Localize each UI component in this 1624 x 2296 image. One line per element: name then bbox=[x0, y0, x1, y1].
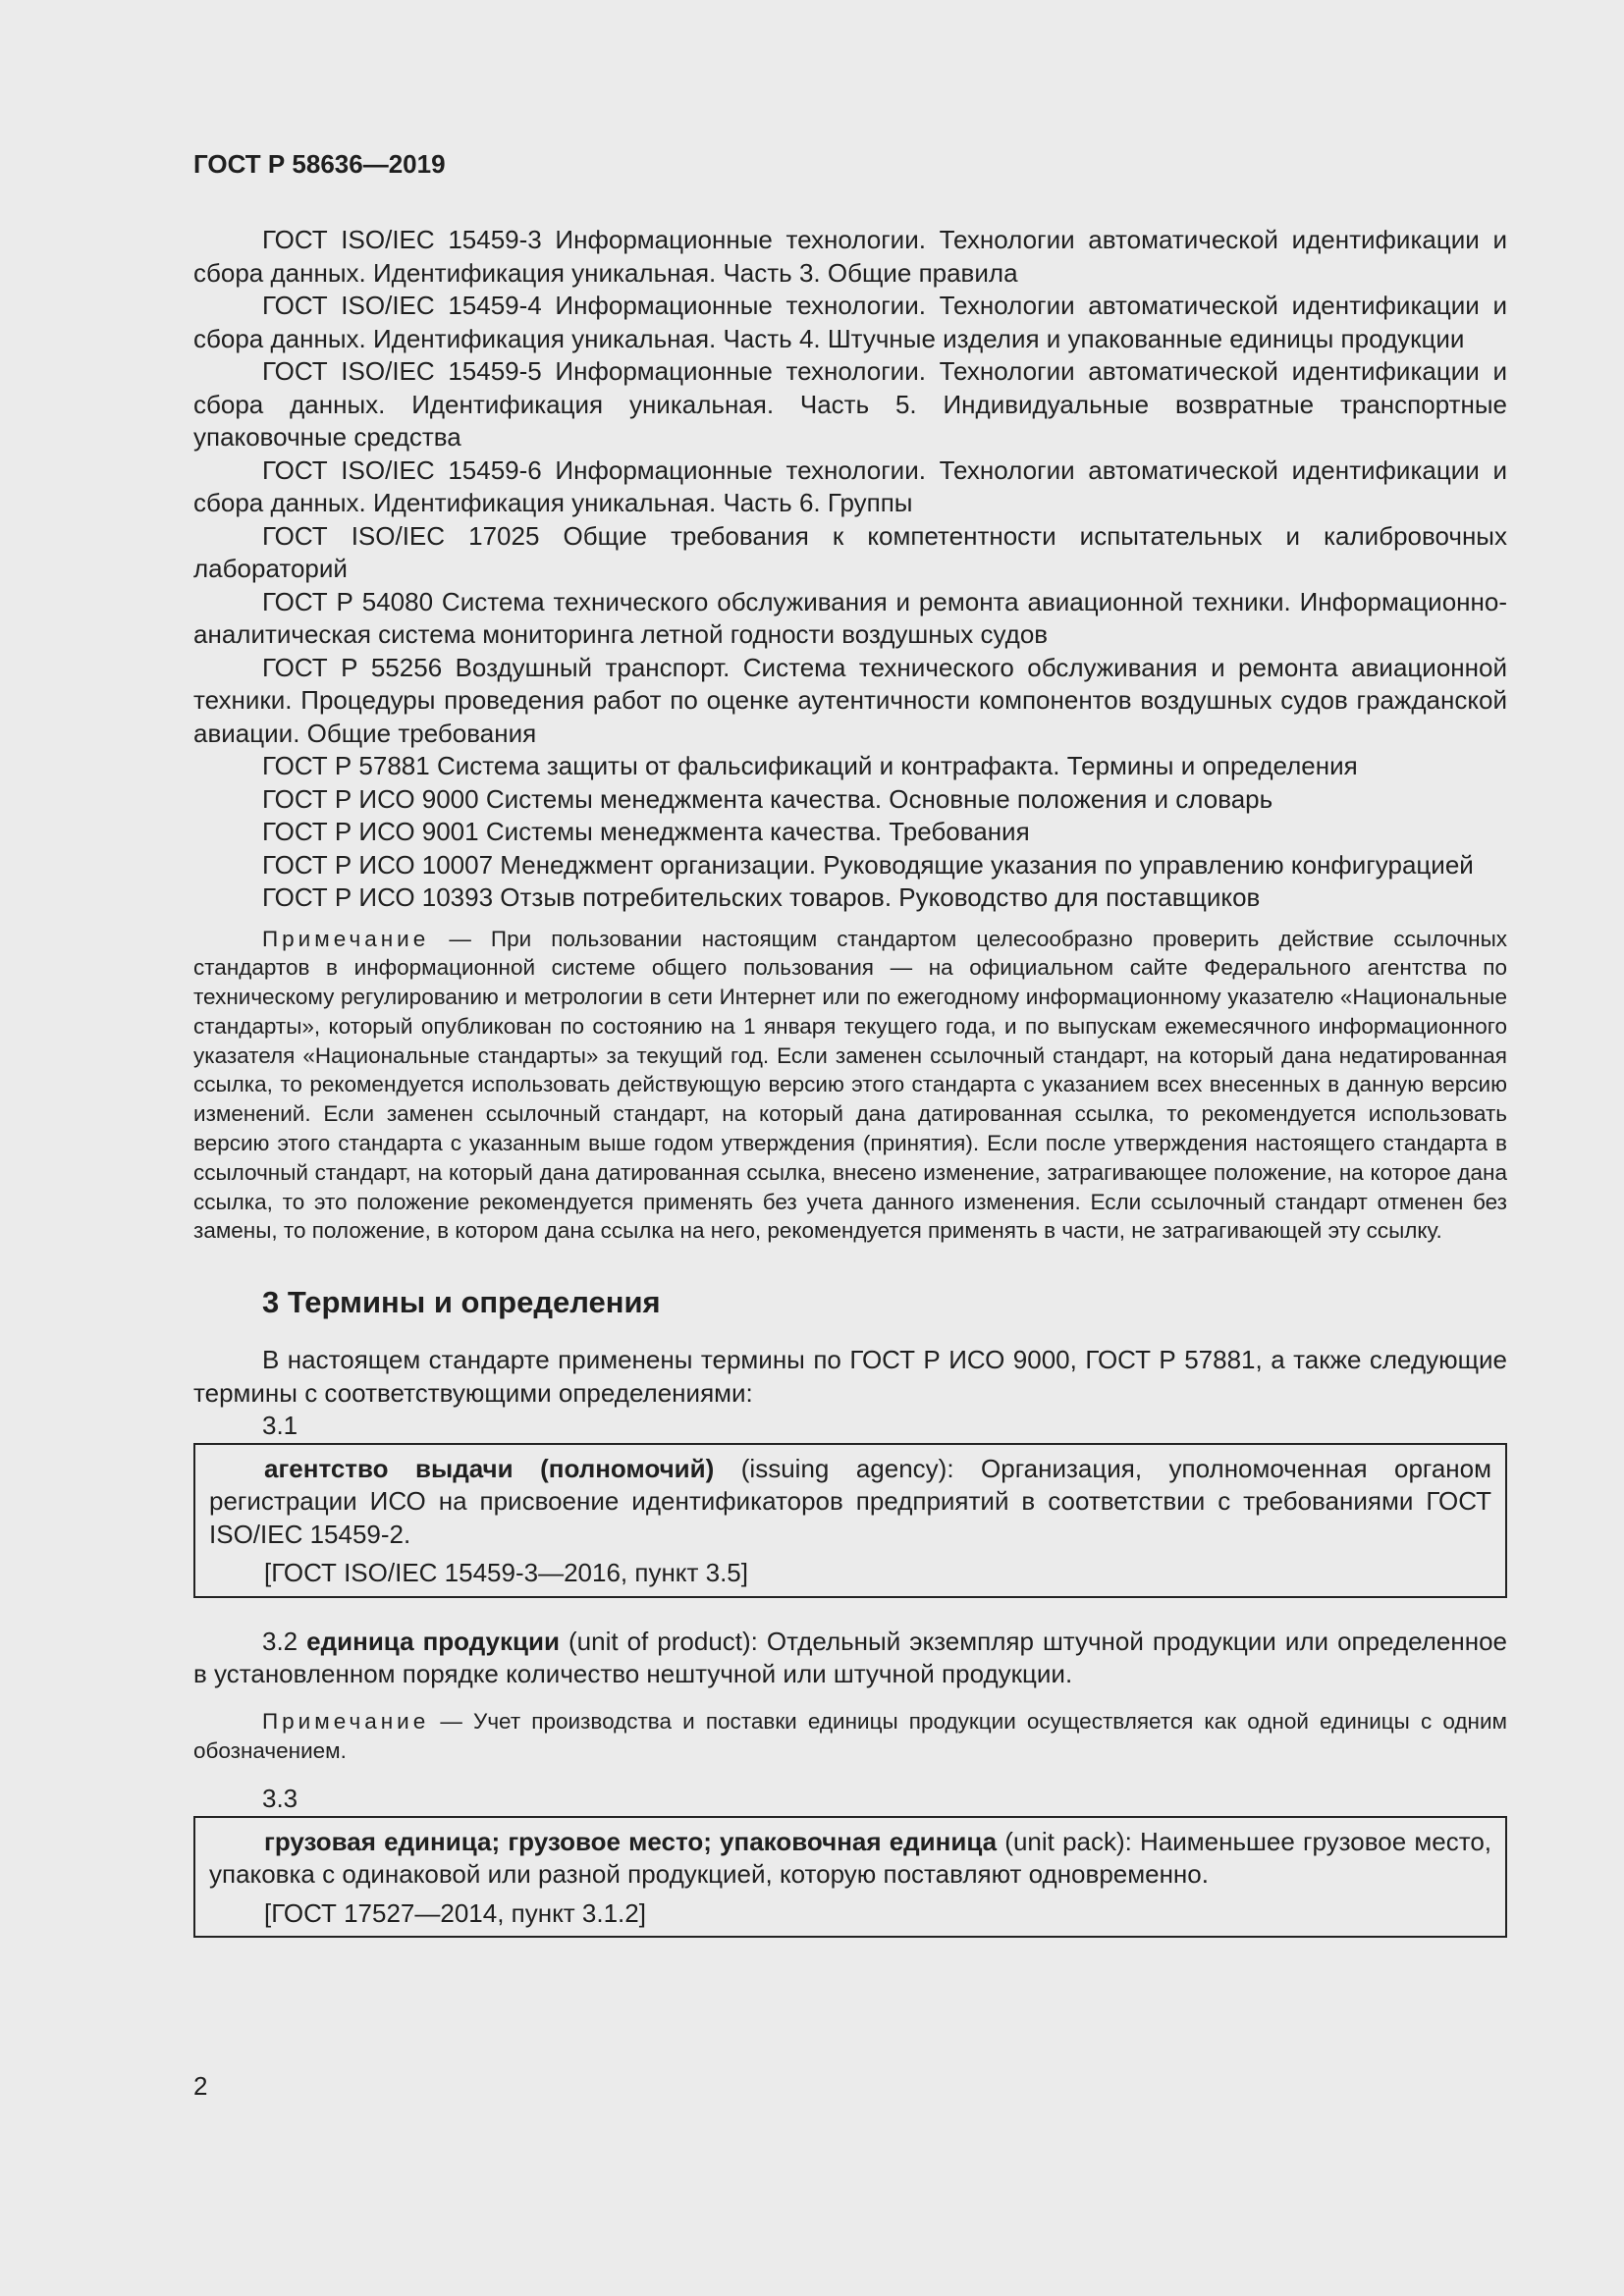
term-definition-box bbox=[193, 1443, 1507, 1598]
section-intro: В настоящем стандарте применены термины по ГОСТ Р ИСО 9000, ГОСТ Р 57881, а также следующие термины с соответствующими определениями: bbox=[193, 1345, 1507, 1408]
term-number: 3.3 bbox=[262, 1784, 298, 1814]
term-definition-text: (unit pack): Наименьшее грузовое место, упаковка с одинаковой или разной продукцией, которую поставляют одновременно. bbox=[209, 1826, 1491, 1890]
term-definition bbox=[193, 1626, 1507, 1691]
reference-item: ГОСТ Р ИСО 9001 Системы менеджмента качества. Требования bbox=[262, 817, 1030, 846]
reference-item: ГОСТ Р 54080 Система технического обслуживания и ремонта авиационной техники. Информационно-аналитическая система мониторинга летной годности воздушных судов bbox=[193, 586, 1507, 649]
reference-item: ГОСТ ISO/IEC 17025 Общие требования к компетентности испытательных и калибровочных лабораторий bbox=[193, 520, 1507, 583]
reference-item: ГОСТ ISO/IEC 15459-4 Информационные технологии. Технологии автоматической идентификации и сбора данных. Идентификация уникальная. Часть 4. Штучные изделия и упакованные единицы продукции bbox=[193, 291, 1507, 353]
term-definition bbox=[209, 1453, 1491, 1552]
term-source: [ГОСТ ISO/IEC 15459-3—2016, пункт 3.5] bbox=[264, 1558, 748, 1588]
reference-item: ГОСТ Р 57881 Система защиты от фальсификаций и контрафакта. Термины и определения bbox=[262, 751, 1358, 780]
reference-item: ГОСТ Р ИСО 10393 Отзыв потребительских товаров. Руководство для поставщиков bbox=[262, 882, 1261, 912]
document-code-header: ГОСТ Р 58636—2019 bbox=[193, 149, 446, 179]
term-definition bbox=[209, 1826, 1491, 1892]
reference-item: ГОСТ ISO/IEC 15459-3 Информационные технологии. Технологии автоматической идентификации и сбора данных. Идентификация уникальная. Часть 3. Общие правила bbox=[193, 225, 1507, 288]
term-definition-text: (issuing agency): Организация, уполномоченная органом регистрации ИСО на присвоение идентификаторов предприятий в соответствии с требованиями ГОСТ ISO/IEC 15459-2. bbox=[209, 1453, 1491, 1549]
note-text: — При пользовании настоящим стандартом целесообразно проверить действие ссылочных стандартов в информационной системе общего пользования — на официальном сайте Федерального агентства по техническому регулированию и метрологии в сети Интернет или по ежегодному информационному указателю «Национальные стандарты», который опубликован по состоянию на 1 января текущего года, и по выпускам ежемесячного информационного указателя «Национальные стандарты» за текущий год. Если заменен ссылочный стандарт, на который дана недатированная ссылка, то рекомендуется использовать действующую версию этого стандарта с указанием всех внесенных в данную версию изменений. Если заменен ссылочный стандарт, на который дана датированная ссылка, то рекомендуется использовать версию этого стандарта с указанным выше годом утверждения (принятия). Если после утверждения настоящего стандарта в ссылочный стандарт, на который дана датированная ссылка, внесено изменение, затрагивающее положение, на которое дана ссылка, то это положение рекомендуется применять без учета данного изменения. Если ссылочный стандарт отменен без замены, то положение, в котором дана ссылка на него, рекомендуется применять в части, не затрагивающей эту ссылку. bbox=[193, 926, 1507, 1244]
note-label: Примечание bbox=[262, 926, 430, 951]
term-note bbox=[193, 1707, 1507, 1766]
document-page bbox=[193, 147, 1507, 1938]
section-title: 3 Термины и определения bbox=[262, 1285, 661, 1320]
reference-item: ГОСТ ISO/IEC 15459-5 Информационные технологии. Технологии автоматической идентификации и сбора данных. Идентификация уникальная. Часть 5. Индивидуальные возвратные транспортные упаковочные средства bbox=[193, 356, 1507, 452]
term-name: агентство выдачи (полномочий) bbox=[264, 1453, 715, 1483]
term-number: 3.2 bbox=[262, 1626, 307, 1656]
references-note bbox=[193, 925, 1507, 1247]
reference-item: ГОСТ Р ИСО 9000 Системы менеджмента качества. Основные положения и словарь bbox=[262, 783, 1273, 814]
term-number: 3.1 bbox=[262, 1411, 298, 1441]
normative-references-list bbox=[193, 224, 1507, 915]
term-name: грузовая единица; грузовое место; упаковочная единица bbox=[264, 1826, 998, 1856]
term-definition-text: (unit of product): Отдельный экземпляр штучной продукции или определенное в установленном порядке количество нештучной или штучной продукции. bbox=[193, 1626, 1508, 1689]
term-source: [ГОСТ 17527—2014, пункт 3.1.2] bbox=[264, 1897, 646, 1928]
reference-item: ГОСТ Р ИСО 10007 Менеджмент организации. Руководящие указания по управлению конфигурацией bbox=[262, 849, 1474, 880]
term-definition-box bbox=[193, 1816, 1507, 1939]
reference-item: ГОСТ ISO/IEC 15459-6 Информационные технологии. Технологии автоматической идентификации и сбора данных. Идентификация уникальная. Часть 6. Группы bbox=[193, 454, 1507, 517]
note-text: — Учет производства и поставки единицы продукции осуществляется как одной единицы с одним обозначением. bbox=[193, 1708, 1507, 1763]
note-label: Примечание bbox=[262, 1708, 430, 1734]
reference-item: ГОСТ Р 55256 Воздушный транспорт. Система технического обслуживания и ремонта авиационной техники. Процедуры проведения работ по оценке аутентичности компонентов воздушных судов гражданской авиации. Общие требования bbox=[193, 652, 1507, 748]
term-name: единица продукции bbox=[306, 1626, 560, 1656]
page-number: 2 bbox=[193, 2071, 208, 2101]
